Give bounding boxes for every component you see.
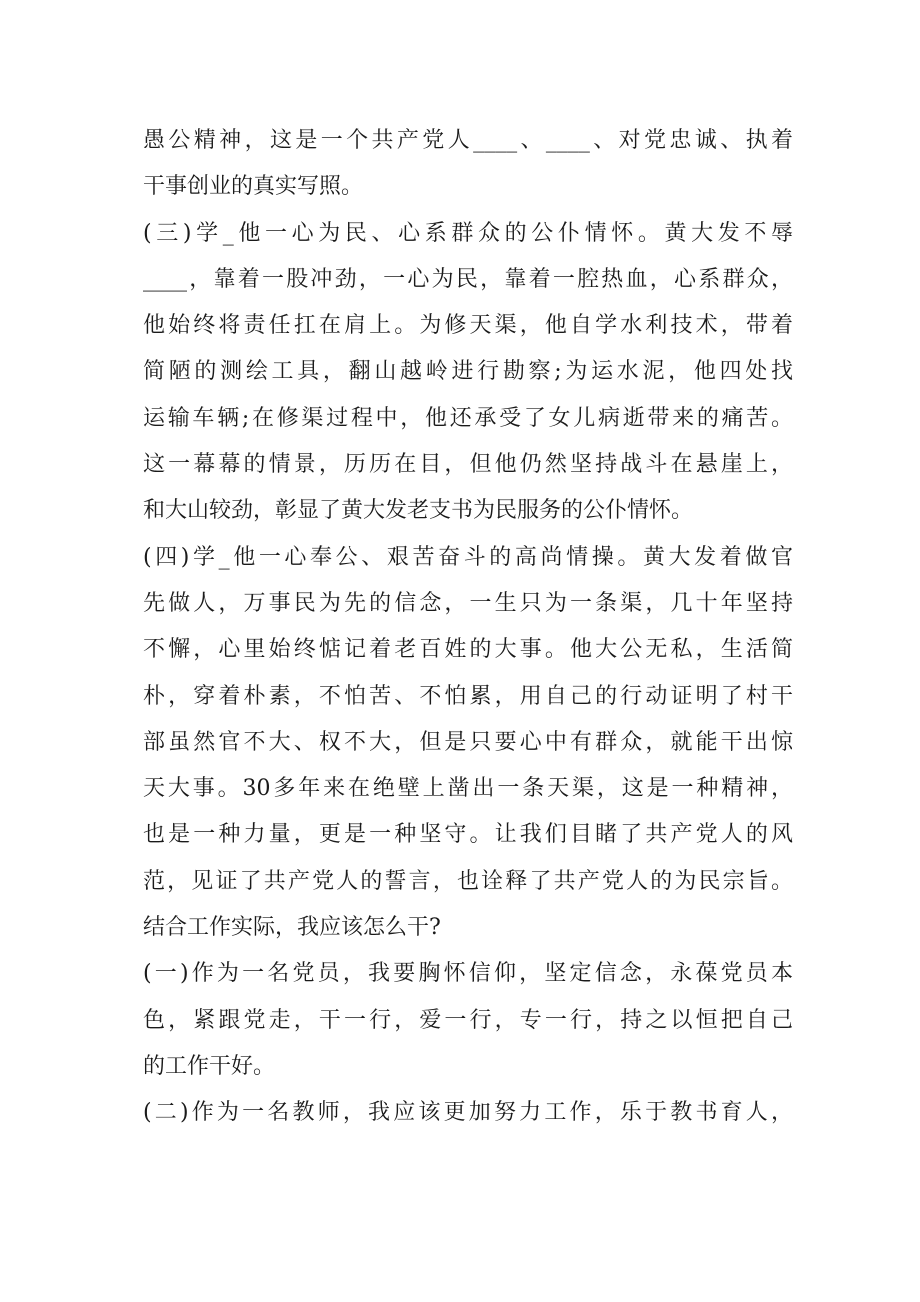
text-line: 他始终将责任扛在肩上。为修天渠，他自学水利技术，带着 xyxy=(143,313,793,339)
text-line: ____，靠着一股冲劲，一心为民，靠着一腔热血，心系群众， xyxy=(143,266,793,292)
text-line: 和大山较劲，彰显了黄大发老支书为民服务的公仆情怀。 xyxy=(143,498,694,524)
text-line: 范，见证了共产党人的誓言，也诠释了共产党人的为民宗旨。 xyxy=(143,868,793,894)
section-heading-line: (二)作为一名教师，我应该更加努力工作，乐于教书育人， xyxy=(143,1100,793,1126)
text-line: 也是一种力量，更是一种坚守。让我们目睹了共产党人的风 xyxy=(143,822,793,848)
text-line: 色，紧跟党走，干一行，爱一行，专一行，持之以恒把自己 xyxy=(143,1007,793,1033)
text-line: 运输车辆;在修渠过程中，他还承受了女儿病逝带来的痛苦。 xyxy=(143,405,793,431)
section-heading-line: (四)学_他一心奉公、艰苦奋斗的高尚情操。黄大发着做官 xyxy=(143,544,793,570)
section-heading-line: (一)作为一名党员，我要胸怀信仰，坚定信念，永葆党员本 xyxy=(143,961,793,987)
document-body xyxy=(143,118,793,1137)
text-line: 不懈，心里始终惦记着老百姓的大事。他大公无私，生活简 xyxy=(143,637,793,663)
text-line: 天大事。30多年来在绝壁上凿出一条天渠，这是一种精神， xyxy=(143,776,793,802)
text-line: 简陋的测绘工具，翻山越岭进行勘察;为运水泥，他四处找 xyxy=(143,359,793,385)
text-line: 这一幕幕的情景，历历在目，但他仍然坚持战斗在悬崖上， xyxy=(143,452,793,478)
text-line: 的工作干好。 xyxy=(143,1053,276,1079)
text-line: 部虽然官不大、权不大，但是只要心中有群众，就能干出惊 xyxy=(143,729,793,755)
text-line: 干事创业的真实写照。 xyxy=(143,174,364,200)
question-line: 结合工作实际，我应该怎么干? xyxy=(143,915,441,941)
text-line: 先做人，万事民为先的信念，一生只为一条渠，几十年坚持 xyxy=(143,590,793,616)
text-line: 愚公精神，这是一个共产党人____、____、对党忠诚、执着 xyxy=(143,128,793,153)
section-heading-line: (三)学_他一心为民、心系群众的公仆情怀。黄大发不辱 xyxy=(143,220,793,246)
text-line: 朴，穿着朴素，不怕苦、不怕累，用自己的行动证明了村干 xyxy=(143,683,793,709)
